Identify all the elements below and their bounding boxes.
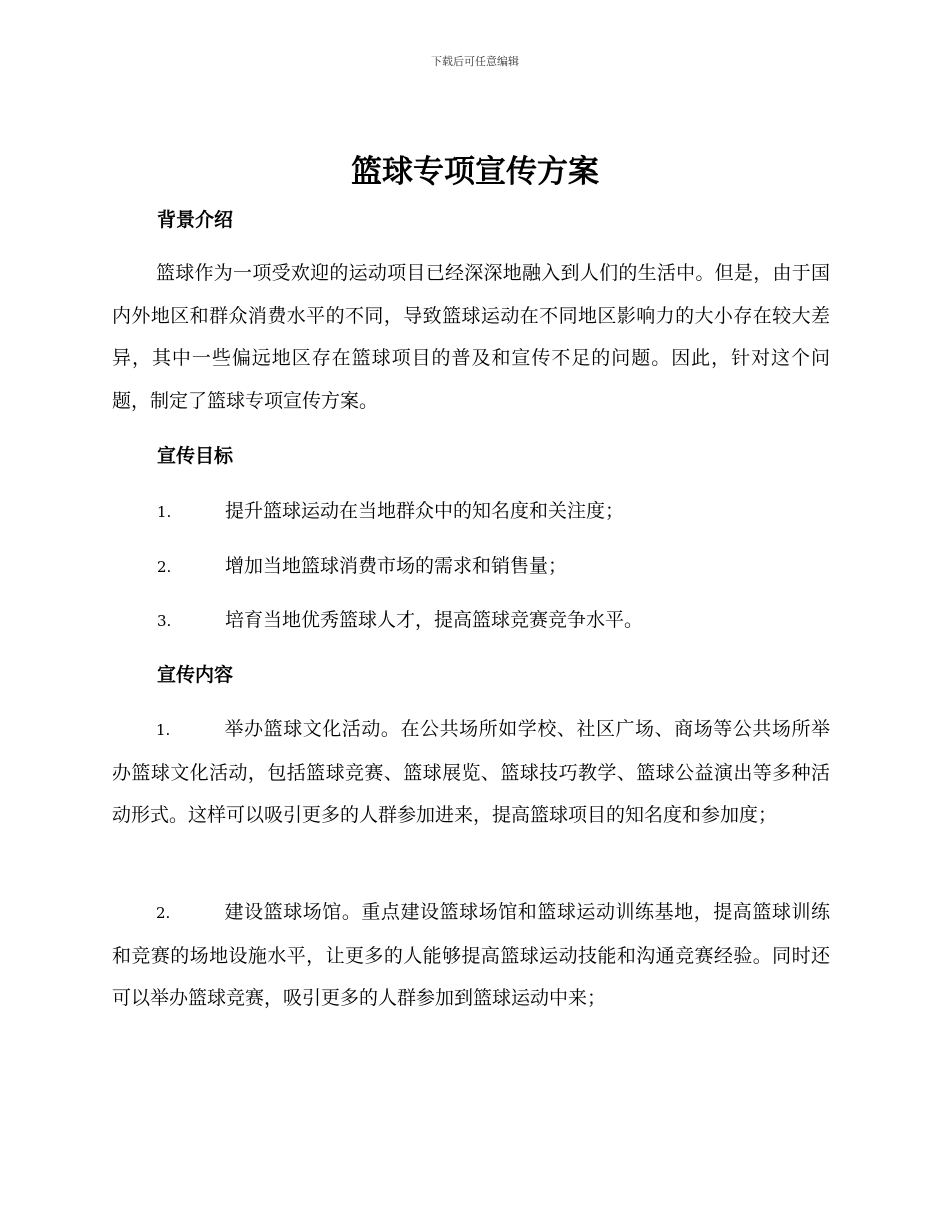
goal-item [157,497,624,526]
content-item-text: 举办篮球文化活动。在公共场所如学校、社区广场、商场等公共场所举办篮球文化活动，包括篮球竞赛、篮球展览、篮球技巧教学、篮球公益演出等多种活动形式。这样可以吸引更多的人群参加进来，提高篮球项目的知名度和参加度； [112,718,830,827]
content-item-number: 2. [156,904,171,922]
content-item [112,891,830,1020]
goal-item-number: 2. [157,558,172,576]
goal-item-text: 提升篮球运动在当地群众中的知名度和关注度； [225,500,625,522]
content-item-number: 1. [156,721,171,739]
background-paragraph: 篮球作为一项受欢迎的运动项目已经深深地融入到人们的生活中。但是，由于国内外地区和群众消费水平的不同，导致篮球运动在不同地区影响力的大小存在较大差异，其中一些偏远地区存在篮球项目的普及和宣传不足的问题。因此，针对这个问题，制定了篮球专项宣传方案。 [112,262,830,412]
goal-item [157,606,643,635]
document-title: 篮球专项宣传方案 [351,154,599,190]
goal-item-text: 培育当地优秀篮球人才，提高篮球竞赛竞争水平。 [225,609,644,631]
page-header-note: 下载后可任意编辑 [431,55,519,68]
goal-item-number: 3. [157,612,172,630]
goal-item-text: 增加当地篮球消费市场的需求和销售量； [225,555,568,577]
section-heading-goals: 宣传目标 [157,445,234,467]
section-heading-content: 宣传内容 [157,664,234,686]
goal-item-number: 1. [157,503,172,521]
section-heading-background: 背景介绍 [157,209,234,231]
content-item-text: 建设篮球场馆。重点建设篮球场馆和篮球运动训练基地，提高篮球训练和竞赛的场地设施水平，让更多的人能够提高篮球运动技能和沟通竞赛经验。同时还可以举办篮球竞赛，吸引更多的人群参加到篮球运动中来； [112,901,830,1010]
content-item [112,708,830,837]
goal-item [157,552,567,581]
